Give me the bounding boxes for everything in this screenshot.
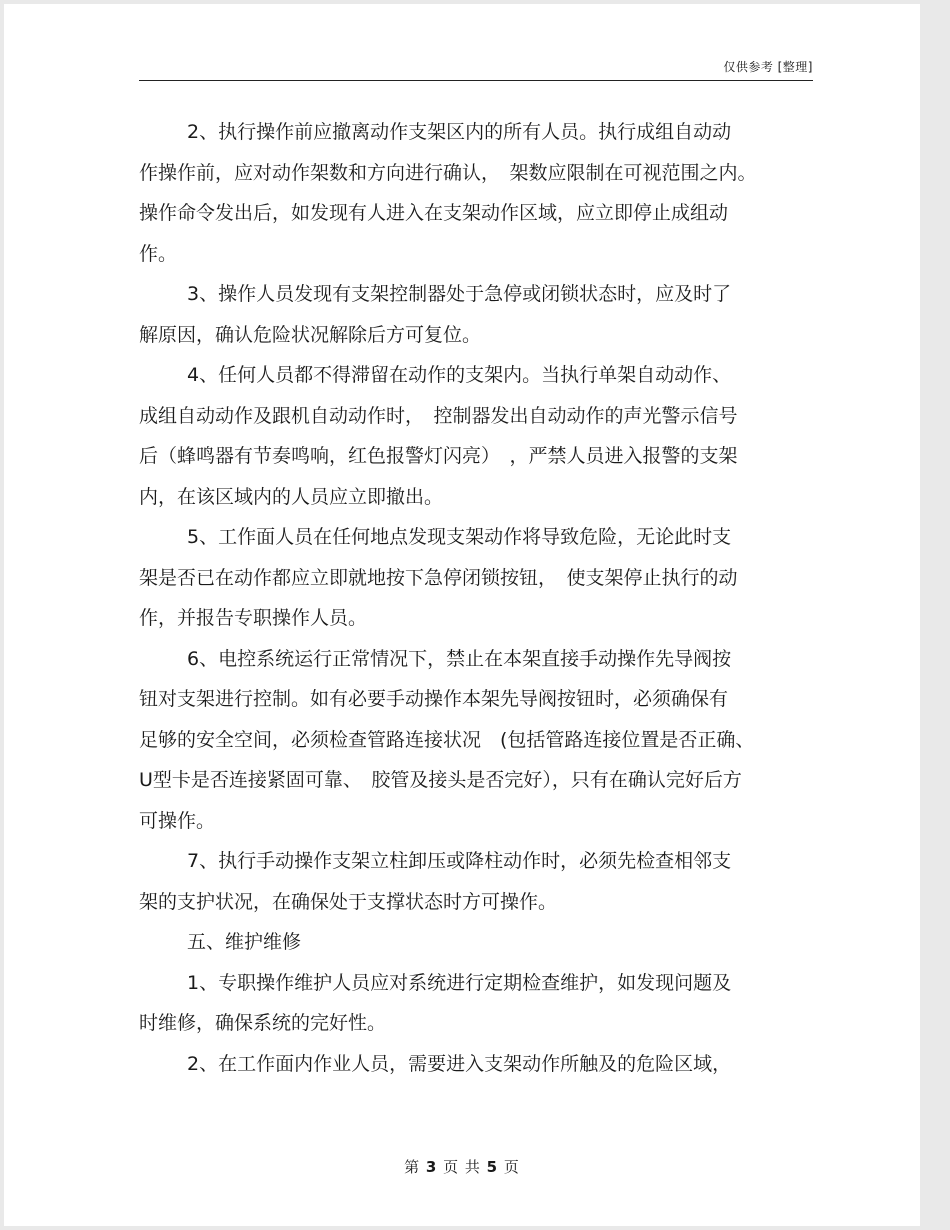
text-line: 作操作前，应对动作架数和方向进行确认， 架数应限制在可视范围之内。 <box>139 161 757 184</box>
text-line: 成组自动动作及跟机自动动作时， 控制器发出自动动作的声光警示信号 <box>139 404 738 427</box>
page-footer <box>4 1156 920 1177</box>
total-page-count: 5 <box>486 1158 499 1176</box>
footer-prefix: 第 <box>404 1158 421 1176</box>
text-line: 解原因，确认危险状况解除后方可复位。 <box>139 323 482 346</box>
text-line: 2、执行操作前应撤离动作支架区内的所有人员。执行成组自动动 <box>187 121 732 143</box>
text-line: 作，并报告专职操作人员。 <box>139 607 368 629</box>
text-line: 3、操作人员发现有支架控制器处于急停或闭锁状态时，应及时了 <box>187 283 732 305</box>
text-line: 2、在工作面内作业人员，需要进入支架动作所触及的危险区域， <box>187 1052 732 1075</box>
header-label: 仅供参考 [整理] <box>723 60 813 74</box>
text-line: 后（蜂鸣器有节奏鸣响，红色报警灯闪亮） ，严禁人员进入报警的支架 <box>139 445 738 467</box>
text-line: 作。 <box>139 242 178 265</box>
text-line: 6、电控系统运行正常情况下，禁止在本架直接手动操作先导阀按 <box>187 647 732 670</box>
text-line: 架是否已在动作都应立即就地按下急停闭锁按钮， 使支架停止执行的动 <box>139 566 738 589</box>
text-line: 足够的安全空间，必须检查管路连接状况 (包括管路连接位置是否正确、 <box>139 728 755 751</box>
section-heading: 五、维护维修 <box>187 931 302 953</box>
current-page-number: 3 <box>425 1158 438 1176</box>
footer-middle: 页 共 <box>443 1158 481 1176</box>
text-line: 钮对支架进行控制。如有必要手动操作本架先导阀按钮时，必须确保有 <box>139 688 729 710</box>
text-line: 架的支护状况，在确保处于支撑状态时方可操作。 <box>139 890 558 913</box>
footer-suffix: 页 <box>503 1158 520 1176</box>
text-line: U型卡是否连接紧固可靠、 胶管及接头是否完好），只有在确认完好后方 <box>139 769 742 791</box>
text-line: 1、专职操作维护人员应对系统进行定期检查维护，如发现问题及 <box>187 971 732 994</box>
text-line: 7、执行手动操作支架立柱卸压或降柱动作时，必须先检查相邻支 <box>187 850 732 872</box>
text-line: 操作命令发出后，如发现有人进入在支架动作区域，应立即停止成组动 <box>139 202 729 224</box>
document-body <box>139 112 819 1084</box>
text-line: 时维修，确保系统的完好性。 <box>139 1012 387 1034</box>
page-header <box>139 54 813 81</box>
text-line: 可操作。 <box>139 809 216 832</box>
document-page <box>4 4 920 1226</box>
text-line: 内，在该区域内的人员应立即撤出。 <box>139 485 444 508</box>
text-line: 4、任何人员都不得滞留在动作的支架内。当执行单架自动动作、 <box>187 364 732 386</box>
text-line: 5、工作面人员在任何地点发现支架动作将导致危险，无论此时支 <box>187 526 732 548</box>
